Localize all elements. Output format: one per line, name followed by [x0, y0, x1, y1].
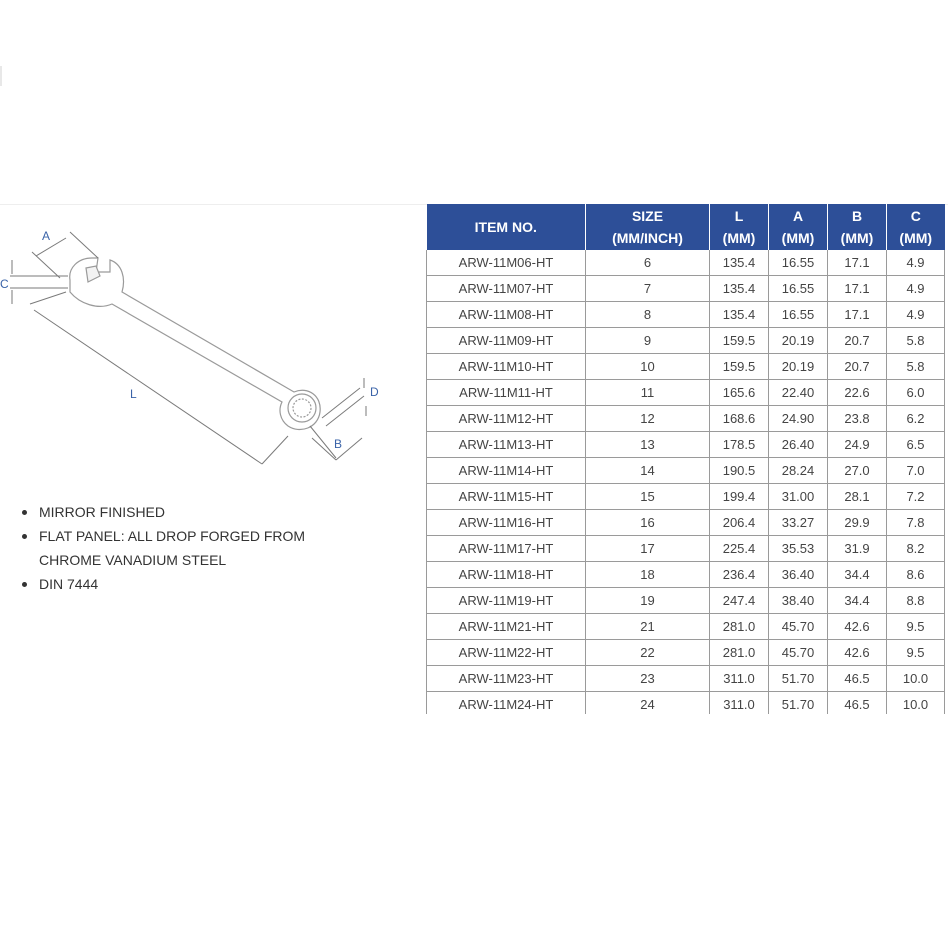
- cell-a: 26.40: [769, 432, 828, 458]
- cell-c: 8.6: [887, 562, 945, 588]
- cell-b: 34.4: [828, 588, 887, 614]
- cell-c: 9.5: [887, 614, 945, 640]
- feature-item: FLAT PANEL: ALL DROP FORGED FROM CHROME VANADIUM STEEL: [20, 524, 339, 572]
- cell-l: 281.0: [710, 640, 769, 666]
- cell-item-no: ARW-11M19-HT: [427, 588, 586, 614]
- cell-b: 17.1: [828, 250, 887, 276]
- cell-item-no: ARW-11M18-HT: [427, 562, 586, 588]
- table-row: [427, 640, 945, 666]
- cell-size: 21: [586, 614, 710, 640]
- cell-c: 4.9: [887, 250, 945, 276]
- cell-size: 18: [586, 562, 710, 588]
- cell-c: 8.2: [887, 536, 945, 562]
- cell-item-no: ARW-11M07-HT: [427, 276, 586, 302]
- table-row: [427, 432, 945, 458]
- cell-size: 15: [586, 484, 710, 510]
- cell-b: 20.7: [828, 354, 887, 380]
- edge-mark: [0, 66, 2, 86]
- cell-size: 11: [586, 380, 710, 406]
- cell-l: 159.5: [710, 354, 769, 380]
- cell-b: 20.7: [828, 328, 887, 354]
- cell-l: 165.6: [710, 380, 769, 406]
- cell-item-no: ARW-11M14-HT: [427, 458, 586, 484]
- table-clip: [420, 714, 948, 754]
- cell-l: 135.4: [710, 302, 769, 328]
- cell-c: 8.8: [887, 588, 945, 614]
- header-l: L (MM): [710, 204, 769, 250]
- cell-b: 42.6: [828, 614, 887, 640]
- header-size: SIZE (MM/INCH): [586, 204, 710, 250]
- cell-size: 22: [586, 640, 710, 666]
- feature-list: [20, 500, 339, 596]
- cell-item-no: ARW-11M08-HT: [427, 302, 586, 328]
- cell-b: 46.5: [828, 692, 887, 718]
- cell-a: 45.70: [769, 614, 828, 640]
- header-a: A (MM): [769, 204, 828, 250]
- cell-c: 4.9: [887, 302, 945, 328]
- table-row: [427, 328, 945, 354]
- cell-a: 38.40: [769, 588, 828, 614]
- cell-size: 19: [586, 588, 710, 614]
- cell-size: 16: [586, 510, 710, 536]
- cell-item-no: ARW-11M23-HT: [427, 666, 586, 692]
- cell-b: 17.1: [828, 302, 887, 328]
- cell-size: 13: [586, 432, 710, 458]
- table-row: [427, 380, 945, 406]
- cell-l: 225.4: [710, 536, 769, 562]
- cell-l: 159.5: [710, 328, 769, 354]
- header-c: C (MM): [887, 204, 945, 250]
- cell-b: 28.1: [828, 484, 887, 510]
- cell-c: 7.8: [887, 510, 945, 536]
- cell-size: 24: [586, 692, 710, 718]
- cell-l: 247.4: [710, 588, 769, 614]
- cell-item-no: ARW-11M11-HT: [427, 380, 586, 406]
- dimension-label-a: A: [42, 229, 51, 243]
- table-row: [427, 588, 945, 614]
- cell-a: 51.70: [769, 692, 828, 718]
- cell-item-no: ARW-11M10-HT: [427, 354, 586, 380]
- cell-b: 24.9: [828, 432, 887, 458]
- cell-l: 206.4: [710, 510, 769, 536]
- table-row: [427, 276, 945, 302]
- cell-a: 16.55: [769, 276, 828, 302]
- cell-size: 8: [586, 302, 710, 328]
- cell-item-no: ARW-11M21-HT: [427, 614, 586, 640]
- cell-l: 236.4: [710, 562, 769, 588]
- cell-b: 27.0: [828, 458, 887, 484]
- cell-l: 199.4: [710, 484, 769, 510]
- table-row: [427, 458, 945, 484]
- table-row: [427, 250, 945, 276]
- wrench-illustration: [70, 258, 320, 430]
- cell-size: 6: [586, 250, 710, 276]
- table-row: [427, 510, 945, 536]
- cell-item-no: ARW-11M24-HT: [427, 692, 586, 718]
- table-row: [427, 562, 945, 588]
- cell-l: 281.0: [710, 614, 769, 640]
- cell-c: 9.5: [887, 640, 945, 666]
- spec-table: [426, 204, 945, 718]
- cell-item-no: ARW-11M15-HT: [427, 484, 586, 510]
- cell-b: 46.5: [828, 666, 887, 692]
- cell-l: 311.0: [710, 692, 769, 718]
- cell-item-no: ARW-11M22-HT: [427, 640, 586, 666]
- cell-a: 35.53: [769, 536, 828, 562]
- cell-b: 31.9: [828, 536, 887, 562]
- cell-b: 17.1: [828, 276, 887, 302]
- cell-a: 28.24: [769, 458, 828, 484]
- cell-c: 5.8: [887, 328, 945, 354]
- cell-l: 135.4: [710, 276, 769, 302]
- table-row: [427, 406, 945, 432]
- cell-item-no: ARW-11M06-HT: [427, 250, 586, 276]
- cell-size: 23: [586, 666, 710, 692]
- cell-c: 7.0: [887, 458, 945, 484]
- cell-c: 6.5: [887, 432, 945, 458]
- cell-c: 7.2: [887, 484, 945, 510]
- cell-b: 34.4: [828, 562, 887, 588]
- cell-a: 51.70: [769, 666, 828, 692]
- cell-a: 16.55: [769, 250, 828, 276]
- cell-c: 6.2: [887, 406, 945, 432]
- dimension-label-c: C: [0, 277, 9, 291]
- table-header-row: [427, 204, 945, 250]
- cell-a: 36.40: [769, 562, 828, 588]
- cell-b: 23.8: [828, 406, 887, 432]
- table-row: [427, 484, 945, 510]
- cell-size: 10: [586, 354, 710, 380]
- table-row: [427, 302, 945, 328]
- dimension-label-b: B: [334, 437, 343, 451]
- cell-b: 42.6: [828, 640, 887, 666]
- cell-size: 17: [586, 536, 710, 562]
- header-item-no: ITEM NO.: [427, 204, 586, 250]
- cell-l: 311.0: [710, 666, 769, 692]
- cell-a: 24.90: [769, 406, 828, 432]
- header-b: B (MM): [828, 204, 887, 250]
- dimension-label-l: L: [130, 387, 137, 401]
- cell-b: 22.6: [828, 380, 887, 406]
- cell-size: 7: [586, 276, 710, 302]
- cell-c: 6.0: [887, 380, 945, 406]
- cell-size: 12: [586, 406, 710, 432]
- cell-l: 190.5: [710, 458, 769, 484]
- cell-b: 29.9: [828, 510, 887, 536]
- table-row: [427, 354, 945, 380]
- cell-c: 5.8: [887, 354, 945, 380]
- table-row: [427, 666, 945, 692]
- cell-a: 22.40: [769, 380, 828, 406]
- cell-a: 20.19: [769, 354, 828, 380]
- cell-l: 135.4: [710, 250, 769, 276]
- feature-item: DIN 7444: [20, 572, 339, 596]
- cell-l: 168.6: [710, 406, 769, 432]
- cell-a: 16.55: [769, 302, 828, 328]
- table-body: [427, 250, 945, 718]
- dimension-label-d: D: [370, 385, 379, 399]
- cell-c: 10.0: [887, 692, 945, 718]
- cell-a: 33.27: [769, 510, 828, 536]
- cell-l: 178.5: [710, 432, 769, 458]
- wrench-dimension-diagram: [0, 212, 390, 482]
- cell-item-no: ARW-11M16-HT: [427, 510, 586, 536]
- table-row: [427, 536, 945, 562]
- cell-item-no: ARW-11M13-HT: [427, 432, 586, 458]
- cell-item-no: ARW-11M17-HT: [427, 536, 586, 562]
- cell-c: 4.9: [887, 276, 945, 302]
- feature-item: MIRROR FINISHED: [20, 500, 339, 524]
- cell-size: 14: [586, 458, 710, 484]
- cell-c: 10.0: [887, 666, 945, 692]
- cell-a: 31.00: [769, 484, 828, 510]
- cell-item-no: ARW-11M09-HT: [427, 328, 586, 354]
- cell-a: 45.70: [769, 640, 828, 666]
- cell-a: 20.19: [769, 328, 828, 354]
- cell-size: 9: [586, 328, 710, 354]
- cell-item-no: ARW-11M12-HT: [427, 406, 586, 432]
- table-row: [427, 614, 945, 640]
